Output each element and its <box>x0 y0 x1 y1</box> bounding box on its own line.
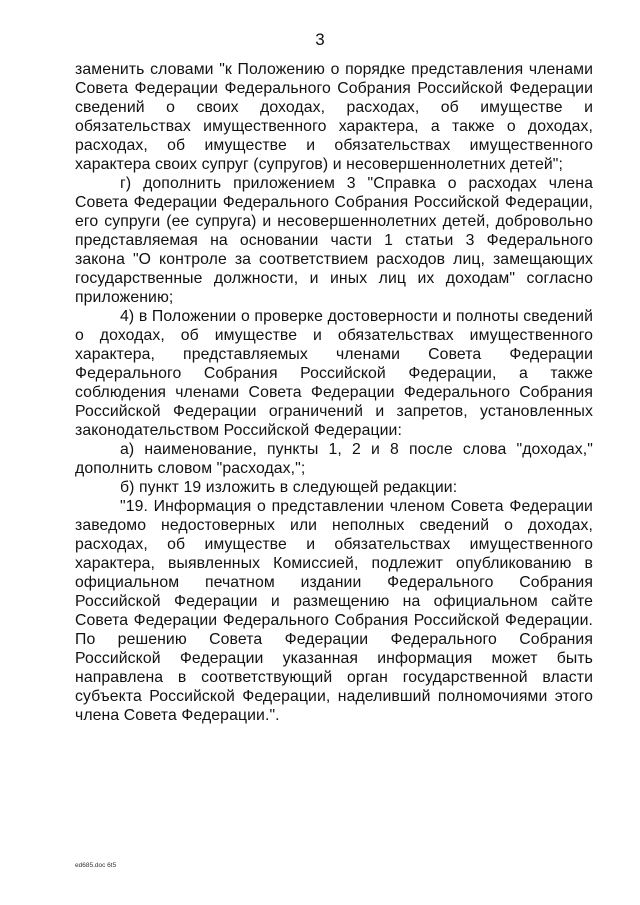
paragraph-continuation: заменить словами "к Положению о порядке представления членами Совета Федерации Федерального Собрания Российской Федерации сведений о своих доходах, расходах, об имуществе и обязательствах имущественного характера, а также о доходах, расходах, об имуществе и обязательствах имущественного характера своих супруг (супругов) и несовершеннолетних детей"; <box>75 61 593 173</box>
document-body <box>75 60 593 725</box>
paragraph-item-19: "19. Информация о представлении членом Совета Федерации заведомо недостоверных или неполных сведений о доходах, расходах, об имуществе и обязательствах имущественного характера, выявленных Комиссией, подлежит опубликованию в официальном печатном издании Федерального Собрания Российской Федерации и размещению на официальном сайте Совета Федерации Федерального Собрания Российской Федерации. По решению Совета Федерации Федерального Собрания Российской Федерации указанная информация может быть направлена в соответствующий орган государственной власти субъекта Российской Федерации, наделивший полномочиями этого члена Совета Федерации.". <box>75 498 593 724</box>
paragraph-item-b: б) пункт 19 изложить в следующей редакции: <box>120 479 458 496</box>
footer-file-code: ed685.doc 6t5 <box>75 862 117 869</box>
page-number: 3 <box>315 30 325 49</box>
paragraph-item-a: а) наименование, пункты 1, 2 и 8 после слова "доходах," дополнить словом "расходах,"; <box>75 441 593 477</box>
paragraph-item-g: г) дополнить приложением 3 "Справка о расходах члена Совета Федерации Федерального Собрания Российской Федерации, его супруги (ее супруга) и несовершеннолетних детей, добровольно представляемая на основании части 1 статьи 3 Федерального закона "О контроле за соответствием расходов лиц, замещающих государственные должности, и иных лиц их доходам" согласно приложению; <box>75 175 593 306</box>
paragraph-item-4: 4) в Положении о проверке достоверности и полноты сведений о доходах, об имуществе и обязательствах имущественного характера, представляемых членами Совета Федерации Федерального Собрания Российской Федерации, а также соблюдения членами Совета Федерации Федерального Собрания Российской Федерации ограничений и запретов, установленных законодательством Российской Федерации: <box>75 308 593 439</box>
